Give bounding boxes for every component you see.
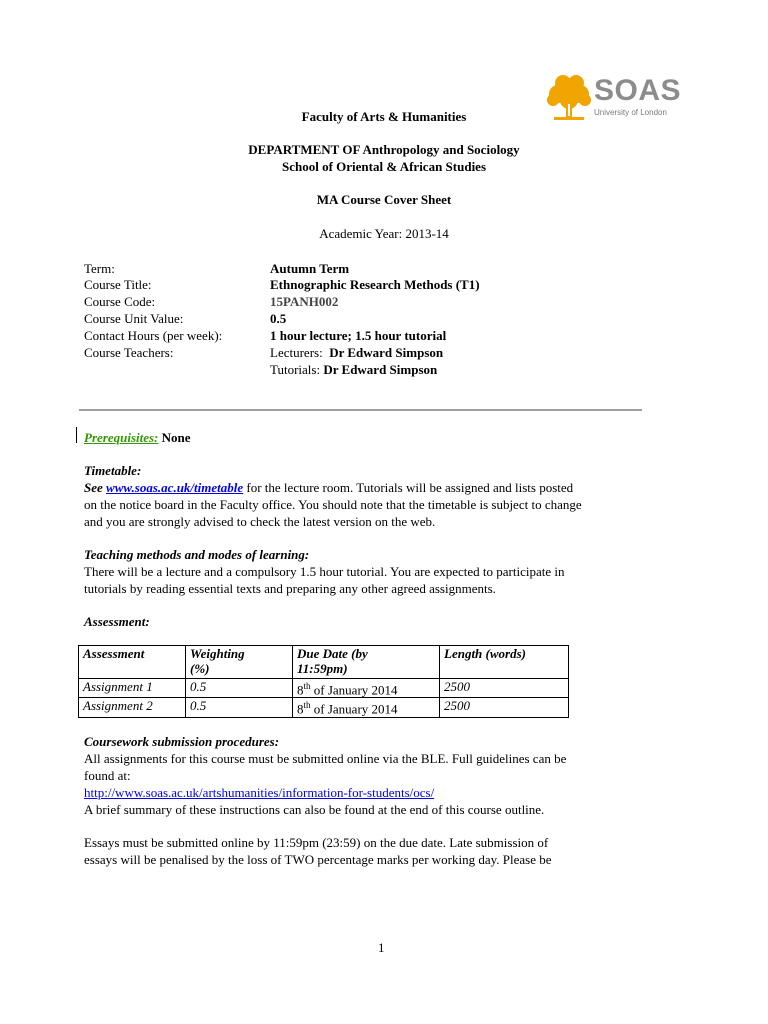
coursework-line2: found at: [84, 768, 131, 783]
contact-hours-value: 1 hour lecture; 1.5 hour tutorial [270, 328, 447, 343]
term-label: Term: [84, 261, 115, 276]
term-value: Autumn Term [270, 261, 350, 276]
timetable-line2: on the notice board in the Faculty office. You should note that the timetable is subject to change [84, 497, 582, 512]
row2-date: 8th of January 2014 [293, 698, 440, 717]
timetable-line3: and you are strongly advised to check the latest version on the web. [84, 514, 436, 529]
row1-name: Assignment 1 [79, 679, 186, 698]
lecturers-prefix: Lecturers: [270, 345, 323, 360]
teachers-label: Course Teachers: [84, 345, 174, 360]
prerequisites [84, 429, 684, 446]
prerequisites-value: None [161, 430, 191, 445]
prerequisites-label: Prerequisites: [84, 430, 159, 445]
ocs-link[interactable]: http://www.soas.ac.uk/artshumanities/information-for-students/ocs/ [84, 785, 435, 800]
tutorials-name: Dr Edward Simpson [323, 362, 438, 377]
contact-hours-label: Contact Hours (per week): [84, 328, 223, 343]
row2-weight: 0.5 [186, 698, 293, 717]
timetable-see: See [84, 480, 103, 495]
unit-value: 0.5 [270, 311, 287, 326]
row1-date: 8th of January 2014 [293, 679, 440, 698]
logo-wordmark: SOAS [594, 74, 682, 107]
col-weighting: Weighting (%) [186, 646, 293, 679]
sheet-title: MA Course Cover Sheet [316, 192, 452, 207]
timetable-line1-rest: for the lecture room. Tutorials will be assigned and lists posted [243, 480, 574, 495]
assessment-heading: Assessment: [84, 614, 150, 629]
coursework-line1: All assignments for this course must be submitted online via the BLE. Full guidelines can be [84, 751, 567, 766]
department-heading: DEPARTMENT OF Anthropology and Sociology [248, 142, 520, 157]
unit-value-label: Course Unit Value: [84, 311, 184, 326]
col-length: Length (words) [440, 646, 569, 679]
timetable-heading: Timetable: [84, 463, 142, 478]
timetable-line1 [84, 479, 684, 496]
essays-line1: Essays must be submitted online by 11:59pm (23:59) on the due date. Late submission of [84, 835, 549, 850]
tutorials-prefix: Tutorials: [270, 362, 321, 377]
course-title-label: Course Title: [84, 277, 152, 292]
row2-length: 2500 [440, 698, 569, 717]
lecturers-name: Dr Edward Simpson [329, 345, 444, 360]
academic-year: Academic Year: 2013-14 [319, 226, 449, 241]
row2-name: Assignment 2 [79, 698, 186, 717]
horizontal-rule [79, 409, 642, 411]
essays-line2: essays will be penalised by the loss of TWO percentage marks per working day. Please be [84, 852, 552, 867]
faculty-heading: Faculty of Arts & Humanities [301, 109, 467, 124]
col-due-date: Due Date (by 11:59pm) [293, 646, 440, 679]
course-code-label: Course Code: [84, 294, 156, 309]
row1-length: 2500 [440, 679, 569, 698]
assessment-table [78, 645, 569, 718]
coursework-line3: A brief summary of these instructions can also be found at the end of this course outline. [84, 802, 545, 817]
table-header-row [79, 646, 569, 679]
teaching-heading: Teaching methods and modes of learning: [84, 547, 310, 562]
teaching-line1: There will be a lecture and a compulsory 1.5 hour tutorial. You are expected to participate in [84, 564, 565, 579]
coursework-link-line [84, 784, 684, 801]
table-row [79, 679, 569, 698]
page-number: 1 [378, 940, 385, 955]
teaching-line2: tutorials by reading essential texts and preparing any other agreed assignments. [84, 581, 496, 596]
school-heading: School of Oriental & African Studies [281, 159, 487, 174]
lecturers-line [270, 344, 443, 361]
course-title-value: Ethnographic Research Methods (T1) [270, 277, 480, 292]
logo-subtitle: University of London [594, 108, 667, 117]
coursework-heading: Coursework submission procedures: [84, 734, 280, 749]
timetable-link[interactable]: www.soas.ac.uk/timetable [106, 480, 244, 495]
table-row [79, 698, 569, 717]
text-cursor [76, 427, 77, 443]
col-assessment: Assessment [79, 646, 186, 679]
course-code-value: 15PANH002 [270, 294, 339, 309]
tutorials-line [270, 361, 437, 378]
row1-weight: 0.5 [186, 679, 293, 698]
